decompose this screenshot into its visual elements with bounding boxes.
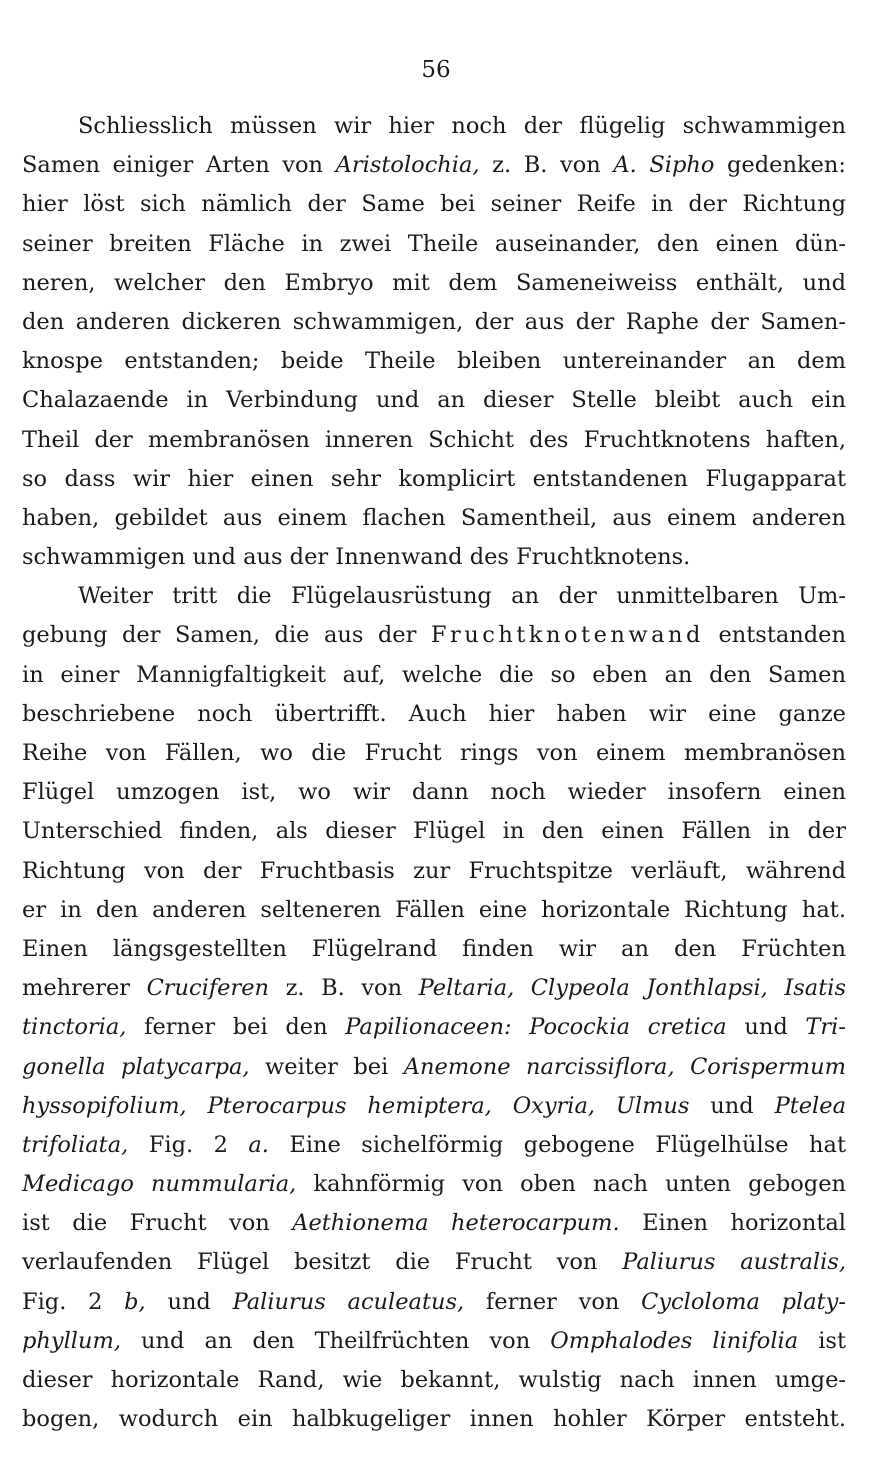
- text-line: ist die Frucht von Aethionema heterocarpum. Einen horizontal: [22, 1210, 846, 1237]
- italic-term: Medicago nummularia,: [22, 1171, 297, 1198]
- text-line: Einen längsgestellten Flügelrand finden wir an den Früchten: [22, 935, 846, 962]
- text-line: er in den anderen selteneren Fällen eine horizontale Richtung hat.: [22, 896, 846, 923]
- text-line: phyllum, und an den Theilfrüchten von Omphalodes linifolia ist: [22, 1327, 846, 1354]
- text-line: in einer Mannigfaltigkeit auf, welche die so eben an den Samen: [22, 661, 846, 688]
- text-line: Chalazaende in Verbindung und an dieser Stelle bleibt auch ein: [22, 387, 846, 414]
- text-line: hier löst sich nämlich der Same bei seiner Reife in der Richtung: [22, 191, 846, 218]
- page-number: 56: [421, 57, 451, 83]
- text-line: beschriebene noch übertrifft. Auch hier haben wir eine ganze: [22, 700, 846, 727]
- italic-term: Papilionaceen: Pocockia cretica: [345, 1014, 727, 1041]
- italic-term: Aristolochia,: [335, 152, 480, 179]
- italic-term: Peltaria, Clypeola Jonthlapsi, Isatis: [418, 975, 846, 1002]
- italic-term: Cycloloma platy-: [641, 1288, 846, 1315]
- italic-term: tinctoria,: [22, 1014, 127, 1041]
- text-line: bogen, wodurch ein halbkugeliger innen hohler Körper entsteht.: [22, 1406, 846, 1433]
- text-line: Schliesslich müssen wir hier noch der flügelig schwammigen: [78, 113, 846, 139]
- text-line: Weiter tritt die Flügelausrüstung an der unmittelbaren Um-: [78, 583, 846, 610]
- text-line: gonella platycarpa, weiter bei Anemone narcissiflora, Corispermum: [22, 1053, 846, 1080]
- text-line: dieser horizontale Rand, wie bekannt, wulstig nach innen umge-: [22, 1367, 846, 1393]
- spaced-term: Fruchtknotenwand: [430, 622, 704, 649]
- text-line: gebung der Samen, die aus der Fruchtknotenwand entstanden: [22, 622, 846, 649]
- text-line: Fig. 2 b, und Paliurus aculeatus, ferner von Cycloloma platy-: [22, 1288, 846, 1315]
- text-line: trifoliata, Fig. 2 a. Eine sichelförmig gebogene Flügelhülse hat: [22, 1131, 846, 1158]
- italic-term: Paliurus aculeatus,: [232, 1288, 465, 1315]
- italic-term: gonella platycarpa,: [22, 1053, 250, 1080]
- text-line: seiner breiten Fläche in zwei Theile auseinander, den einen dün-: [22, 230, 846, 257]
- italic-term: Paliurus australis,: [622, 1249, 846, 1276]
- text-line: Unterschied finden, als dieser Flügel in den einen Fällen in der: [22, 818, 846, 845]
- text-line: tinctoria, ferner bei den Papilionaceen: Pocockia cretica und Tri-: [22, 1014, 846, 1041]
- text-line: Medicago nummularia, kahnförmig von oben nach unten gebogen: [22, 1171, 847, 1198]
- italic-term: Aethionema heterocarpum.: [292, 1210, 620, 1237]
- italic-term: Anemone narcissiflora, Corispermum: [403, 1053, 846, 1080]
- italic-term: Tri-: [805, 1014, 846, 1041]
- text-line: mehrerer Cruciferen z. B. von Peltaria, Clypeola Jonthlapsi, Isatis: [22, 975, 846, 1002]
- text-line: Theil der membranösen inneren Schicht des Fruchtknotens haften,: [22, 426, 846, 453]
- text-line: schwammigen und aus der Innenwand des Fruchtknotens.: [22, 544, 691, 571]
- italic-term: A. Sipho: [613, 152, 715, 179]
- italic-term: b,: [124, 1288, 146, 1315]
- text-line: Samen einiger Arten von Aristolochia, z. B. von A. Sipho gedenken:: [22, 152, 846, 179]
- text-line: Reihe von Fällen, wo die Frucht rings von einem membranösen: [22, 740, 846, 766]
- text-line: haben, gebildet aus einem flachen Samentheil, aus einem anderen: [22, 504, 846, 531]
- body-text: [22, 107, 846, 1439]
- italic-term: a.: [248, 1131, 269, 1158]
- text-line: Richtung von der Fruchtbasis zur Fruchtspitze verläuft, während: [22, 857, 846, 884]
- italic-term: Ptelea: [774, 1092, 846, 1119]
- text-line: knospe entstanden; beide Theile bleiben untereinander an dem: [22, 348, 846, 375]
- italic-term: Cruciferen: [146, 975, 270, 1002]
- italic-term: hyssopifolium, Pterocarpus hemiptera, Oxyria, Ulmus: [22, 1092, 690, 1119]
- italic-term: phyllum,: [22, 1327, 121, 1354]
- text-line: hyssopifolium, Pterocarpus hemiptera, Oxyria, Ulmus und Ptelea: [22, 1092, 846, 1119]
- text-line: so dass wir hier einen sehr komplicirt entstandenen Flugapparat: [22, 465, 846, 492]
- text-line: verlaufenden Flügel besitzt die Frucht von Paliurus australis,: [22, 1249, 846, 1276]
- italic-term: Omphalodes linifolia: [550, 1327, 799, 1354]
- text-line: den anderen dickeren schwammigen, der aus der Raphe der Samen-: [22, 308, 846, 335]
- text-line: Flügel umzogen ist, wo wir dann noch wieder insofern einen: [22, 779, 846, 806]
- text-line: neren, welcher den Embryo mit dem Sameneiweiss enthält, und: [22, 269, 846, 296]
- italic-term: trifoliata,: [22, 1131, 129, 1158]
